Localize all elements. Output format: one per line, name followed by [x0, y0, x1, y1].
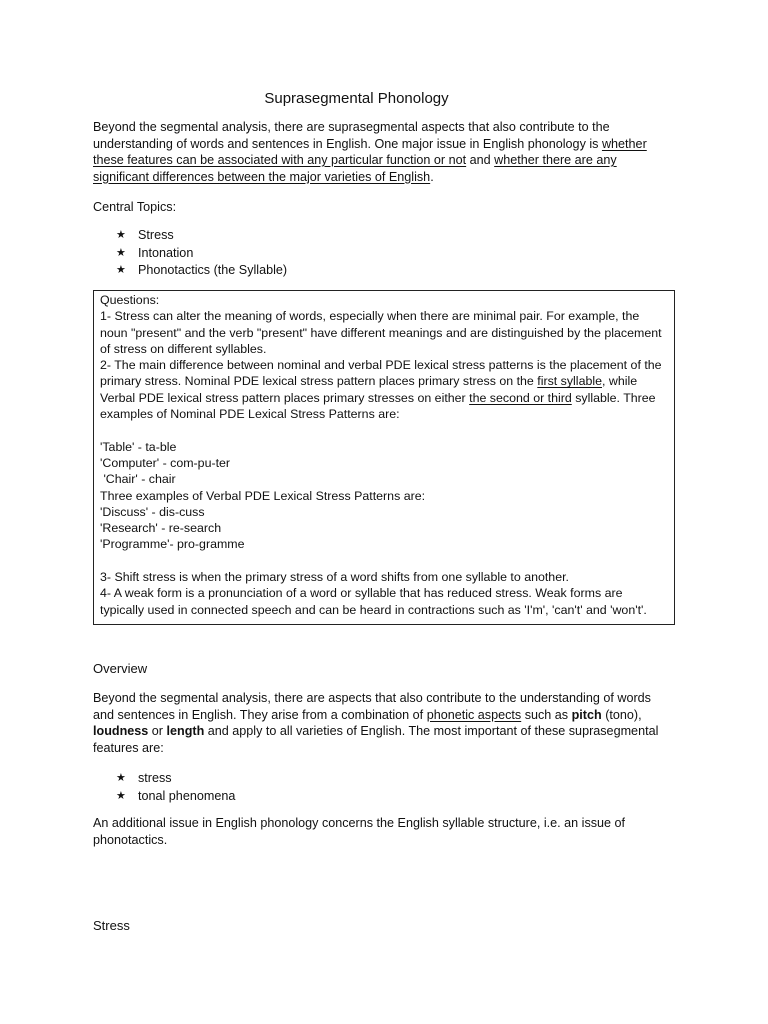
intro-underline-2: whether there are any significant differences between the major varieties of English	[93, 153, 617, 184]
intro-underline-1: whether these features can be associated with any particular function or not	[93, 136, 647, 167]
stress-heading: Stress	[93, 918, 130, 933]
verbal-example: 'Research' - re-search	[100, 521, 222, 536]
verbal-example: 'Discuss' - dis-cuss	[100, 504, 205, 519]
list-item	[116, 245, 287, 263]
overview-list	[116, 770, 235, 805]
star-bullet-icon: ★	[116, 789, 126, 802]
blank-line	[100, 422, 668, 438]
intro-paragraph	[93, 119, 675, 185]
overview-bold-loudness: loudness	[93, 724, 149, 738]
topic-label: Intonation	[138, 245, 194, 260]
nominal-example: 'Chair' - chair	[100, 472, 176, 487]
question-1: 1- Stress can alter the meaning of words, especially when there are minimal pair. For example, the noun "present" and the verb "present" have different meanings and are distinguished by the placement of stress on different syllables.	[100, 309, 662, 356]
question-2	[100, 357, 668, 422]
overview-underline: phonetic aspects	[426, 707, 522, 722]
star-bullet-icon: ★	[116, 246, 126, 259]
questions-box	[93, 290, 675, 625]
overview-bold-pitch: pitch	[571, 707, 602, 722]
overview-item-label: stress	[138, 771, 172, 785]
overview-text-5: and apply to all varieties of English. The most important of these suprasegmental features are:	[93, 724, 659, 755]
overview-heading: Overview	[93, 661, 148, 676]
list-item	[116, 770, 235, 788]
additional-paragraph: An additional issue in English phonology concerns the English syllable structure, i.e. an issue of phonotactics.	[93, 816, 626, 847]
intro-text-2: and	[466, 153, 495, 167]
overview-bold-length: length	[166, 724, 205, 738]
overview-text-1: Beyond the segmental analysis, there are aspects that also contribute to the understanding of words and sentences in English. They arise from a combination of	[93, 691, 651, 722]
star-bullet-icon: ★	[116, 264, 126, 276]
verbal-intro: Three examples of Verbal PDE Lexical Stress Patterns are:	[100, 488, 426, 503]
central-topics-list	[116, 227, 287, 280]
question-2-underline-2: the second or third	[469, 390, 572, 405]
list-item	[116, 227, 287, 245]
questions-heading: Questions:	[100, 293, 160, 307]
intro-text-1: Beyond the segmental analysis, there are suprasegmental aspects that also contribute to the understanding of words and sentences in English. One major issue in English phonology is	[93, 120, 610, 151]
question-4: 4- A weak form is a pronunciation of a word or syllable that has reduced stress. Weak forms are typically used in connected speech and can be heard in contractions such as 'I'm', 'can't' and 'won't'.	[100, 586, 647, 617]
topic-label: Stress	[138, 228, 174, 242]
star-bullet-icon: ★	[116, 772, 126, 784]
central-topics-label: Central Topics:	[93, 200, 177, 214]
overview-text-4: or	[148, 724, 167, 738]
question-2-underline-1: first syllable	[537, 374, 602, 389]
blank-line	[100, 553, 668, 569]
topic-label: Phonotactics (the Syllable)	[138, 263, 288, 277]
overview-text-3: (tono),	[601, 707, 642, 722]
nominal-example: 'Table' - ta-ble	[100, 439, 177, 454]
question-2-text-b: , while Verbal PDE lexical stress pattern places primary stresses on either	[100, 374, 638, 405]
question-2-text-a: 2- The main difference between nominal and verbal PDE lexical stress patterns is the placement of the primary stress. Nominal PDE lexical stress pattern places primary stress on the	[100, 358, 662, 389]
list-item	[116, 262, 287, 280]
intro-text-3: .	[430, 169, 434, 184]
page-title: Suprasegmental Phonology	[264, 90, 449, 107]
question-2-text-c: syllable. Three examples of Nominal PDE Lexical Stress Patterns are:	[100, 390, 656, 422]
overview-text-2: such as	[521, 707, 572, 722]
verbal-example: 'Programme'- pro-gramme	[100, 537, 245, 552]
overview-item-label: tonal phenomena	[138, 788, 236, 803]
nominal-example: 'Computer' - com-pu-ter	[100, 455, 231, 470]
star-bullet-icon: ★	[116, 229, 126, 241]
question-3: 3- Shift stress is when the primary stress of a word shifts from one syllable to another.	[100, 570, 569, 585]
list-item	[116, 788, 235, 806]
overview-paragraph	[93, 690, 675, 756]
